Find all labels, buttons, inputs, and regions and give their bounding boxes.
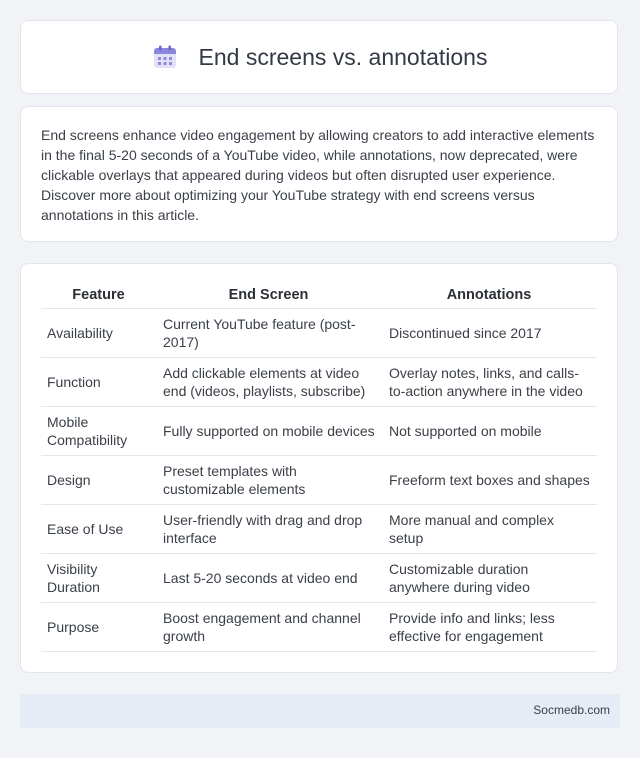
comparison-table-card	[20, 263, 618, 673]
feature-cell: Ease of Use	[41, 505, 156, 554]
feature-cell: Visibility Duration	[41, 554, 156, 603]
annotations-cell: Freeform text boxes and shapes	[381, 456, 597, 505]
end-screen-cell: Fully supported on mobile devices	[156, 407, 381, 456]
table-header-row	[41, 282, 597, 309]
calendar-icon	[151, 43, 179, 71]
annotations-cell: More manual and complex setup	[381, 505, 597, 554]
feature-cell: Availability	[41, 309, 156, 358]
end-screen-cell: Preset templates with customizable elements	[156, 456, 381, 505]
table-row	[41, 554, 597, 603]
table-row	[41, 603, 597, 652]
footer	[20, 694, 620, 728]
intro-card	[20, 106, 618, 242]
annotations-cell: Provide info and links; less effective for engagement	[381, 603, 597, 652]
end-screen-cell: Current YouTube feature (post-2017)	[156, 309, 381, 358]
comparison-table	[41, 282, 597, 652]
feature-cell: Mobile Compatibility	[41, 407, 156, 456]
column-header-annotations: Annotations	[381, 282, 597, 309]
annotations-cell: Overlay notes, links, and calls-to-action anywhere in the video	[381, 358, 597, 407]
table-row	[41, 505, 597, 554]
end-screen-cell: Boost engagement and channel growth	[156, 603, 381, 652]
end-screen-cell: User-friendly with drag and drop interface	[156, 505, 381, 554]
intro-paragraph: End screens enhance video engagement by allowing creators to add interactive elements in the final 5-20 seconds of a YouTube video, while annotations, now deprecated, were clickable overlays that appeared during videos but often disrupted user experience. Discover more about optimizing your YouTube strategy with end screens versus annotations in this article.	[41, 127, 595, 223]
table-row	[41, 309, 597, 358]
table-row	[41, 456, 597, 505]
feature-cell: Purpose	[41, 603, 156, 652]
annotations-cell: Discontinued since 2017	[381, 309, 597, 358]
page-title: End screens vs. annotations	[198, 43, 488, 70]
footer-site-link[interactable]: Socmedb.com	[533, 703, 610, 717]
column-header-feature: Feature	[41, 282, 156, 309]
end-screen-cell: Last 5-20 seconds at video end	[156, 554, 381, 603]
annotations-cell: Customizable duration anywhere during video	[381, 554, 597, 603]
feature-cell: Design	[41, 456, 156, 505]
column-header-end-screen: End Screen	[156, 282, 381, 309]
annotations-cell: Not supported on mobile	[381, 407, 597, 456]
title-card	[20, 20, 618, 94]
end-screen-cell: Add clickable elements at video end (videos, playlists, subscribe)	[156, 358, 381, 407]
table-row	[41, 407, 597, 456]
table-row	[41, 358, 597, 407]
feature-cell: Function	[41, 358, 156, 407]
